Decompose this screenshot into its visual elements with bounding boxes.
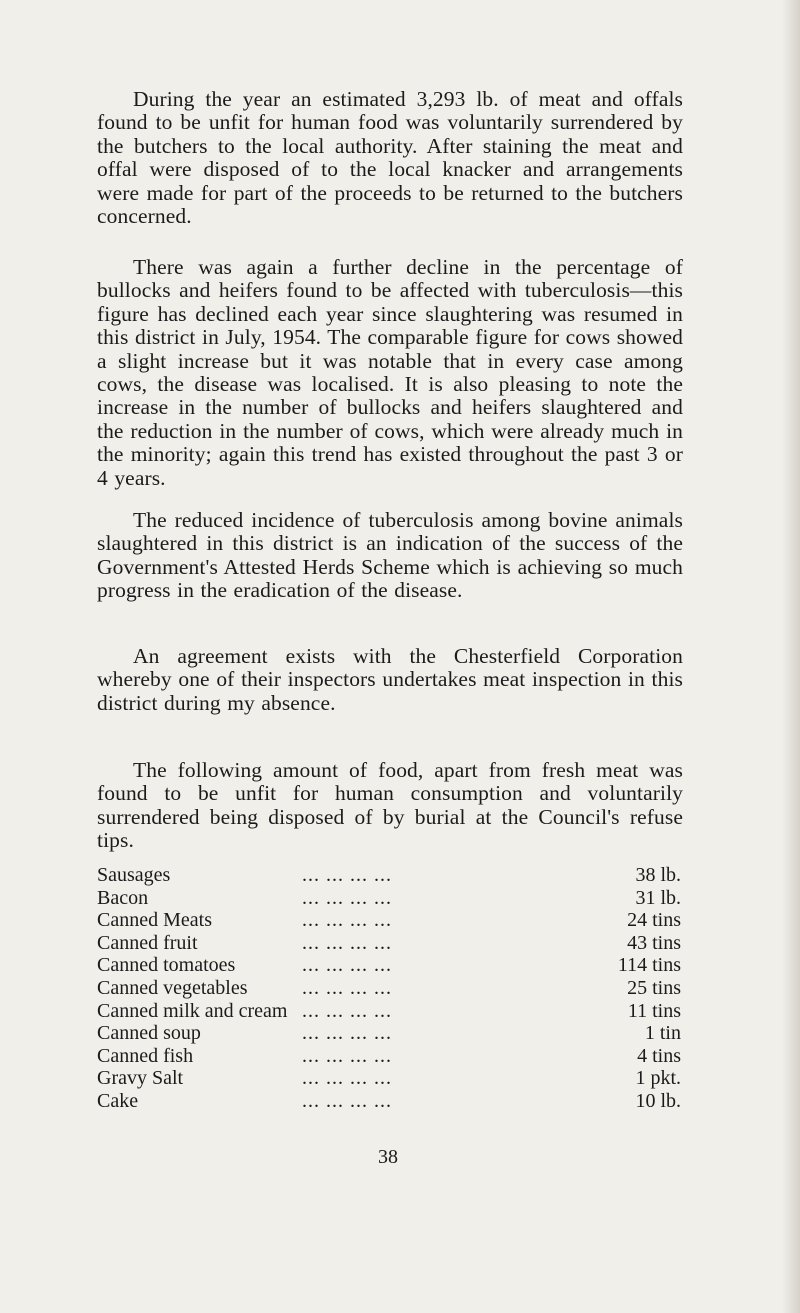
- food-item-amount: 31 lb.: [635, 886, 681, 909]
- leader-dots: ... ... ... ...: [302, 1022, 392, 1045]
- list-item: [97, 1067, 683, 1090]
- food-item-name: Sausages: [97, 864, 171, 886]
- food-item-amount: 1 pkt.: [635, 1067, 681, 1090]
- food-item-amount: 24 tins: [627, 909, 681, 932]
- food-item-amount: 11 tins: [627, 999, 681, 1022]
- list-item: [97, 1090, 683, 1113]
- food-item-amount: 43 tins: [627, 931, 681, 954]
- page-number: 38: [378, 1146, 398, 1168]
- leader-dots: ... ... ... ...: [302, 864, 392, 886]
- food-items-list: [97, 864, 683, 1113]
- list-item: [97, 909, 683, 932]
- paragraph-chesterfield-agreement: An agreement exists with the Chesterfield Corporation whereby one of their inspectors undertakes meat inspection in this district during my absence.: [97, 644, 683, 715]
- list-item: [97, 1000, 683, 1023]
- leader-dots: ... ... ... ...: [302, 886, 392, 909]
- leader-dots: ... ... ... ...: [302, 1044, 392, 1067]
- list-item: [97, 864, 683, 887]
- food-item-name: Cake: [97, 1089, 139, 1112]
- food-item-amount: 10 lb.: [635, 1089, 681, 1112]
- food-item-amount: 114 tins: [617, 954, 681, 977]
- food-item-amount: 25 tins: [627, 976, 681, 999]
- list-item: [97, 887, 683, 910]
- paragraph-attested-herds: The reduced incidence of tuberculosis among bovine animals slaughtered in this district is an indication of the success of the Government's Attested Herds Scheme which is achieving so much progress in the eradication of the disease.: [97, 508, 683, 603]
- leader-dots: ... ... ... ...: [302, 931, 392, 954]
- page-edge-shadow: [782, 0, 800, 1313]
- food-item-amount: 38 lb.: [635, 864, 681, 886]
- food-item-name: Canned tomatoes: [97, 954, 236, 977]
- leader-dots: ... ... ... ...: [302, 909, 392, 932]
- list-item: [97, 1045, 683, 1068]
- list-item: [97, 932, 683, 955]
- food-item-amount: 1 tin: [644, 1022, 681, 1045]
- leader-dots: ... ... ... ...: [302, 1067, 392, 1090]
- food-item-name: Canned Meats: [97, 909, 212, 932]
- leader-dots: ... ... ... ...: [302, 1089, 392, 1112]
- food-item-amount: 4 tins: [637, 1044, 681, 1067]
- food-item-name: Gravy Salt: [97, 1067, 184, 1090]
- paragraph-tuberculosis-decline: There was again a further decline in the percentage of bullocks and heifers found to be affected with tuberculosis—this figure has declined each year since slaughtering was resumed in this district in July, 1954. The comparable figure for cows showed a slight increase but it was notable that in every case among cows, the disease was localised. It is also pleasing to note the increase in the number of bullocks and heifers slaughtered and the reduction in the number of cows, which were already much in the minority; again this trend has existed throughout the past 3 or 4 years.: [97, 255, 683, 490]
- leader-dots: ... ... ... ...: [302, 976, 392, 999]
- leader-dots: ... ... ... ...: [302, 999, 392, 1022]
- list-item: [97, 1022, 683, 1045]
- paragraph-meat-surrendered: During the year an estimated 3,293 lb. of meat and offals found to be unfit for human food was voluntarily surrendered by the butchers to the local authority. After staining the meat and offal were disposed of to the local knacker and arrangements were made for part of the proceeds to be returned to the butchers concerned.: [97, 87, 683, 229]
- food-item-name: Canned milk and cream: [97, 999, 288, 1022]
- food-item-name: Canned vegetables: [97, 976, 248, 999]
- list-item: [97, 977, 683, 1000]
- food-item-name: Bacon: [97, 886, 149, 909]
- list-item: [97, 954, 683, 977]
- leader-dots: ... ... ... ...: [302, 954, 392, 977]
- paragraph-food-unfit-intro: The following amount of food, apart from fresh meat was found to be unfit for human consumption and voluntarily surrendered being disposed of by burial at the Council's refuse tips.: [97, 758, 683, 853]
- food-item-name: Canned soup: [97, 1022, 201, 1045]
- food-item-name: Canned fish: [97, 1044, 194, 1067]
- food-item-name: Canned fruit: [97, 931, 198, 954]
